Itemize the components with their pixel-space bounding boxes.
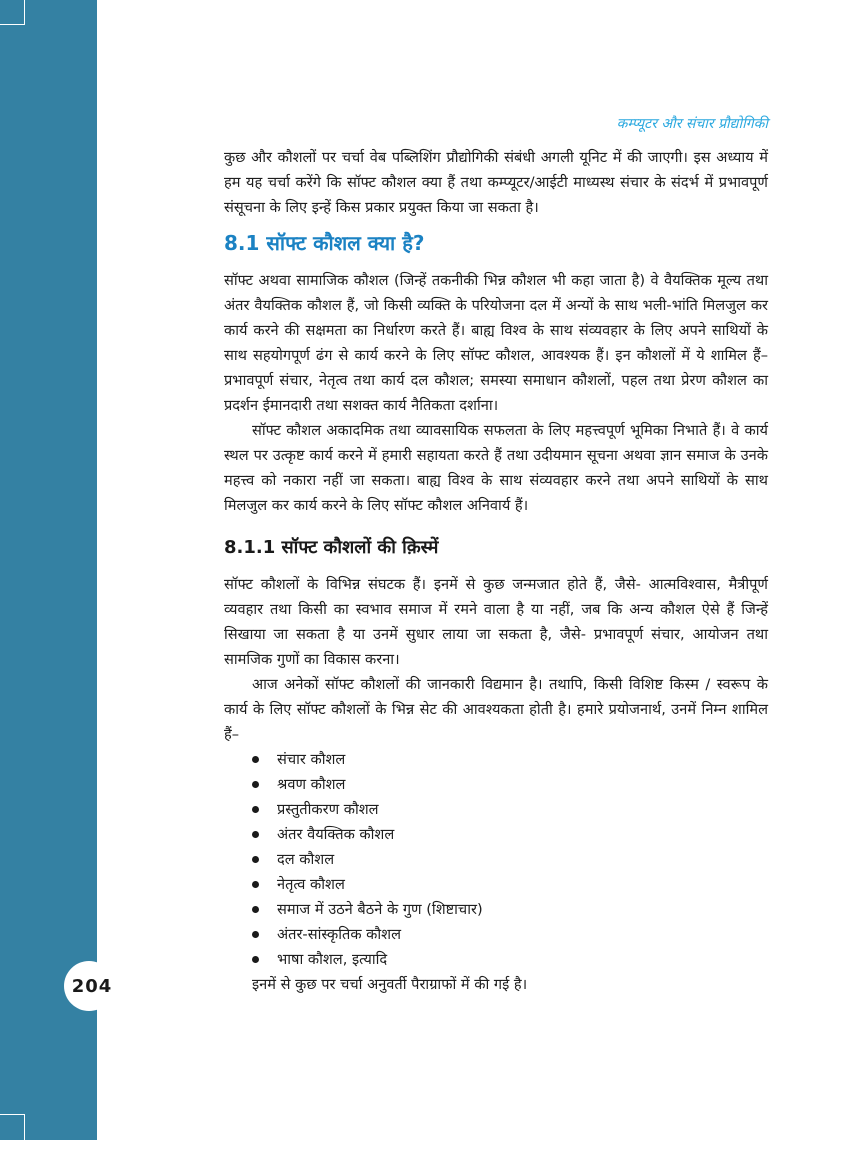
crop-mark-top [0, 0, 25, 25]
bullet-icon [252, 756, 259, 763]
bullet-icon [252, 781, 259, 788]
section-heading-8-1: 8.1 सॉफ्ट कौशल क्या है? [224, 231, 425, 255]
crop-mark-bottom [0, 1114, 25, 1155]
list-item: नेतृत्व कौशल [252, 872, 768, 897]
bullet-icon [252, 806, 259, 813]
section-8-1-1-paragraph-2: आज अनेकों सॉफ्ट कौशलों की जानकारी विद्यमान है। तथापि, किसी विशिष्ट किस्म / स्वरूप के कार्य के लिए सॉफ्ट कौशलों के भिन्न सेट की आवश्यकता होती है। हमारे प्रयोजनार्थ, उनमें निम्न शामिल हैं– [224, 676, 768, 743]
list-item: समाज में उठने बैठने के गुण (शिष्टाचार) [252, 897, 768, 922]
section-8-1-paragraph-2: सॉफ्ट कौशल अकादमिक तथा व्यावसायिक सफलता के लिए महत्त्वपूर्ण भूमिका निभाते हैं। वे कार्य स्थल पर उत्कृष्ट कार्य करने में हमारी सहायता करते हैं तथा उदीयमान सूचना अथवा ज्ञान समाज के उनके महत्त्व को नकारा नहीं जा सकता। बाह्य विश्व के साथ संव्यवहार करने तथा अपने साथियों के साथ मिलजुल कर कार्य करने के लिए सॉफ्ट कौशल अनिवार्य हैं। [224, 422, 768, 514]
list-item: भाषा कौशल, इत्यादि [252, 947, 768, 972]
bullet-icon [252, 831, 259, 838]
section-8-1-paragraph-1: सॉफ्ट अथवा सामाजिक कौशल (जिन्हें तकनीकी भिन्न कौशल भी कहा जाता है) वे वैयक्तिक मूल्य तथा अंतर वैयक्तिक कौशल हैं, जो किसी व्यक्ति के परियोजना दल में अन्यों के साथ भली-भांति मिलजुल कर कार्य करने की सक्षमता का निर्धारण करते हैं। बाह्य विश्व के साथ संव्यवहार के लिए अपने साथियों के साथ सहयोगपूर्ण ढंग से कार्य करने के लिए सॉफ्ट कौशल, आवश्यक हैं। इन कौशलों में ये शामिल हैं– प्रभावपूर्ण संचार, नेतृत्व तथा कार्य दल कौशल; समस्या समाधान कौशलों, पहल तथा प्रेरण कौशल का प्रदर्शन ईमानदारी तथा सशक्त कार्य नैतिकता दर्शाना। [224, 272, 768, 414]
list-item: श्रवण कौशल [252, 772, 768, 797]
page-number-badge: 204 [64, 961, 114, 1011]
bullet-icon [252, 881, 259, 888]
subsection-heading-8-1-1: 8.1.1 सॉफ्ट कौशलों की क़िस्में [224, 537, 439, 558]
intro-paragraph: कुछ और कौशलों पर चर्चा वेब पब्लिशिंग प्रौद्योगिकी संबंधी अगली यूनिट में की जाएगी। इस अध्याय में हम यह चर्चा करेंगे कि सॉफ्ट कौशल क्या हैं तथा कम्प्यूटर/आईटी माध्यस्थ संचार के संदर्भ में प्रभावपूर्ण संसूचना के लिए इन्हें किस प्रकार प्रयुक्त किया जा सकता है। [224, 149, 768, 216]
running-header: कम्प्यूटर और संचार प्रौद्योगिकी [616, 116, 768, 132]
bullet-icon [252, 856, 259, 863]
list-item: अंतर-सांस्कृतिक कौशल [252, 922, 768, 947]
list-item: अंतर वैयक्तिक कौशल [252, 822, 768, 847]
closing-paragraph: इनमें से कुछ पर चर्चा अनुवर्ती पैराग्राफों में की गई है। [252, 976, 528, 993]
page-content [224, 145, 768, 997]
section-8-1-1-paragraph-1: सॉफ्ट कौशलों के विभिन्न संघटक हैं। इनमें से कुछ जन्मजात होते हैं, जैसे- आत्मविश्वास, मैत्रीपूर्ण व्यवहार तथा किसी का स्वभाव समाज में रमने वाला है या नहीं, जब कि अन्य कौशल ऐसे हैं जिन्हें सिखाया जा सकता है या उनमें सुधार लाया जा सकता है, जैसे- प्रभावपूर्ण संचार, आयोजन तथा सामजिक गुणों का विकास करना। [224, 576, 768, 668]
bullet-icon [252, 906, 259, 913]
skills-list [224, 747, 768, 972]
list-item: प्रस्तुतीकरण कौशल [252, 797, 768, 822]
list-item: दल कौशल [252, 847, 768, 872]
bullet-icon [252, 931, 259, 938]
list-item: संचार कौशल [252, 747, 768, 772]
bullet-icon [252, 956, 259, 963]
